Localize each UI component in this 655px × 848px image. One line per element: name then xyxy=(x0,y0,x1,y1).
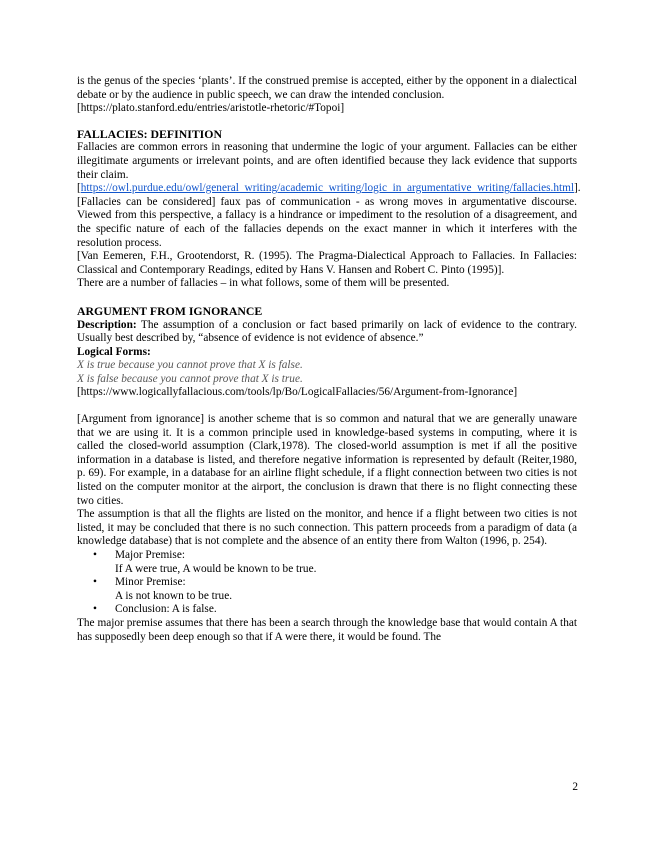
description-text: The assumption of a conclusion or fact based primarily on lack of evidence to the contrary. Usually best described by, “absence of evidence is not evidence of absence.” xyxy=(77,318,577,345)
fallacies-heading: FALLACIES: DEFINITION xyxy=(77,126,222,141)
list-item xyxy=(77,549,577,563)
minor-premise-text: A is not known to be true. xyxy=(115,589,233,602)
link-open-bracket: [ xyxy=(77,182,81,195)
list-item xyxy=(77,576,577,590)
intro-paragraph: is the genus of the species ‘plants’. If the construed premise is accepted, either by the opponent in a dialectical debate or by the audience in public speech, we can draw the intended conclusion. xyxy=(77,75,577,101)
conclusion-label: Conclusion: A is false. xyxy=(115,603,217,616)
ignorance-description xyxy=(77,319,577,346)
paragraph-gap xyxy=(77,400,577,413)
list-item xyxy=(77,603,577,617)
ignorance-heading: ARGUMENT FROM IGNORANCE xyxy=(77,303,263,318)
bullet-icon: • xyxy=(93,576,97,589)
fallacies-paragraph-4: There are a number of fallacies – in what follows, some of them will be presented. xyxy=(77,277,450,290)
fallacies-paragraph-2: [Fallacies can be considered] faux pas of communication - as wrong moves in argumentative discourse. Viewed from this perspective, a fallacy is a hindrance or impediment to the resolution of a disagreement, and the specific nature of each of the fallacies depends on the exact manner in which it interferes with the resolution process. xyxy=(77,195,577,249)
ignorance-paragraph-3: The major premise assumes that there has been a search through the knowledge base that would contain A that has supposedly been deep enough so that if A were there, it would be found. The xyxy=(77,616,577,643)
list-item-continuation xyxy=(77,563,577,577)
fallacies-paragraph-3: [Van Eemeren, F.H., Grootendorst, R. (1995). The Pragma-Dialectical Approach to Fallacies. In Fallacies: Classical and Contemporary Readings, edited by Hans V. Hansen and Robert C. Pinto (1995)]. xyxy=(77,250,577,276)
ignorance-reference: [https://www.logicallyfallacious.com/tools/lp/Bo/LogicalFallacies/56/Argument-from-Ignorance] xyxy=(77,386,518,399)
logical-forms-label: Logical Forms: xyxy=(77,345,151,358)
intro-reference: [https://plato.stanford.edu/entries/aristotle-rhetoric/#Topoi] xyxy=(77,102,345,115)
fallacies-link-paragraph xyxy=(77,182,581,196)
major-premise-label: Major Premise: xyxy=(115,549,185,561)
ignorance-paragraph-2: The assumption is that all the flights are listed on the monitor, and hence if a flight between two cities is not listed, it may be concluded that there is no such connection. This pattern proceeds from a paradigm of data (a knowledge database) that is not complete and the absence of an entity there from Walton (1996, p. 254). xyxy=(77,508,577,548)
document-page xyxy=(77,75,581,644)
fallacies-paragraph-1: Fallacies are common errors in reasoning that undermine the logic of your argument. Fallacies can be either illegitimate arguments or irrelevant points, and are often identified because they lack evidence that supports their claim. xyxy=(77,141,577,181)
logical-form-2: X is false because you cannot prove that X is true. xyxy=(77,372,303,385)
logical-form-1: X is true because you cannot prove that X is false. xyxy=(77,359,303,372)
premise-list xyxy=(77,549,577,617)
bullet-icon: • xyxy=(93,603,97,616)
bullet-icon: • xyxy=(93,549,97,561)
major-premise-text: If A were true, A would be known to be true. xyxy=(115,562,317,575)
description-label: Description: xyxy=(77,318,137,331)
ignorance-paragraph-1: [Argument from ignorance] is another scheme that is so common and natural that we are generally unaware that we are using it. It is a common principle used in knowledge-based systems in computing, where it is called the closed-world assumption (Clark,1978). The closed-world assumption is met if all the positive information in a database is listed, and therefore negative information is represented by default (Reiter,1980, p. 69). For example, in a database for an airline flight schedule, if a flight connection between two cities is not listed on the computer monitor at the airport, the conclusion is drawn that there is no flight connecting these two cities. xyxy=(77,413,577,507)
purdue-owl-link[interactable]: https://owl.purdue.edu/owl/general_writing/academic_writing/logic_in_argumentative_writing/fallacies.html xyxy=(80,182,575,195)
minor-premise-label: Minor Premise: xyxy=(115,576,186,589)
list-item-continuation xyxy=(77,590,577,604)
link-close-bracket: ]. xyxy=(574,182,581,195)
page-number: 2 xyxy=(572,781,578,793)
